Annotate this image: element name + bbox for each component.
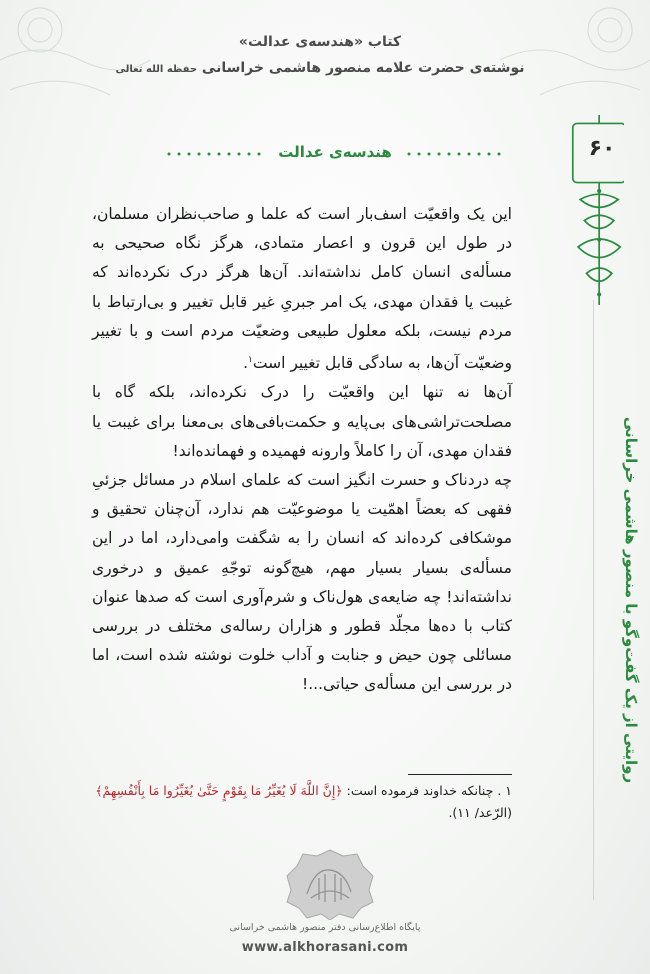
author-honorific: حفظه الله تعالی [115,64,198,75]
footnote-intro: چنانکه خداوند فرموده است: [346,783,494,798]
side-divider-line [593,300,594,900]
book-author [100,60,540,76]
side-running-title-text: روایتی از یک گفت‌وگو با منصور هاشمی خراسانی [622,416,640,784]
footnote-divider [408,774,512,775]
footnote-citation: (الرّعد/ ۱۱). [448,805,512,820]
side-running-title [616,416,640,784]
section-header-band [165,139,505,167]
seal-caption: پایگاه اطلاع‌رسانی دفتر منصور هاشمی خراسانی [229,922,421,933]
paragraph-1-text: این یک واقعیّت اسف‌بار است که علما و صاحب‌نظران مسلمان، در طول این قرون و اعصار متمادی، هرگز نگاه صحیحی به مسأله‌ی انسان کامل نداشته‌اند. آن‌ها هرگز درک نکرده‌اند که غیبت یا فقدان مهدی، یک امر جبریِ غیر قابل تغییر و بی‌ارتباط با مردم نیست، بلکه معلول طبیعی وضعیّت مردم است و با تغییر وضعیّت آن‌ها، به سادگی قابل تغییر است [92,205,512,373]
body-text [92,200,512,700]
section-title: هندسه‌ی عدالت [278,143,392,161]
book-title: کتاب «هندسه‌ی عدالت» [238,34,402,50]
seal-logo [285,848,375,920]
paragraph-2: آن‌ها نه تنها این واقعیّت را درک نکرده‌اند، بلکه گاه با مصلحت‌تراشی‌های بی‌پایه و حکمت‌بافی‌های بی‌معنا برای غیبت یا فقدان مهدی، آن را کاملاً وارونه فهمیده و فهمانده‌اند! [92,383,512,460]
paragraph-1-end: . [243,354,249,373]
page-number: ۶۰ [588,135,616,161]
paragraph-1 [92,200,512,378]
footnote-verse: ﴿إِنَّ اللَّهَ لَا يُغَيِّرُ مَا بِقَوْمٍ حَتَّىٰ يُغَيِّرُوا مَا بِأَنْفُسِهِمْ﴾ [95,783,343,798]
page-number-box [572,118,632,178]
author-name: نوشته‌ی حضرت علامه منصور هاشمی خراسانی [201,60,525,76]
paragraph-3: چه دردناک و حسرت انگیز است که علمای اسلام در مسائل جزئیِ فقهی که بعضاً اهمّیت یا موضوعیّت هم ندارد، آن‌چنان تحقیق و موشکافی کرده‌اند که انسان را به شگفت وامی‌دارد، اما در این مسأله‌ی بسیار بسیار مهم، هیچ‌گونه توجّهِ عمیق و درخوری نداشته‌اند! چه ضایعه‌ی هول‌ناک و شرم‌آوری است که صدها عنوان کتاب با ده‌ها مجلّد قطور و هزاران رساله‌ی مختلف در بررسی مسائلی چون حیض و جنابت و آداب خلوت نوشته شده است، اما در بررسی این مسأله‌ی حیاتی...! [92,470,512,694]
footnote-reference[interactable]: ۱ [248,355,253,366]
website-link[interactable]: www.alkhorasani.com [241,940,409,955]
footnote-number: ۱ . [497,783,512,798]
footnote [92,780,512,824]
